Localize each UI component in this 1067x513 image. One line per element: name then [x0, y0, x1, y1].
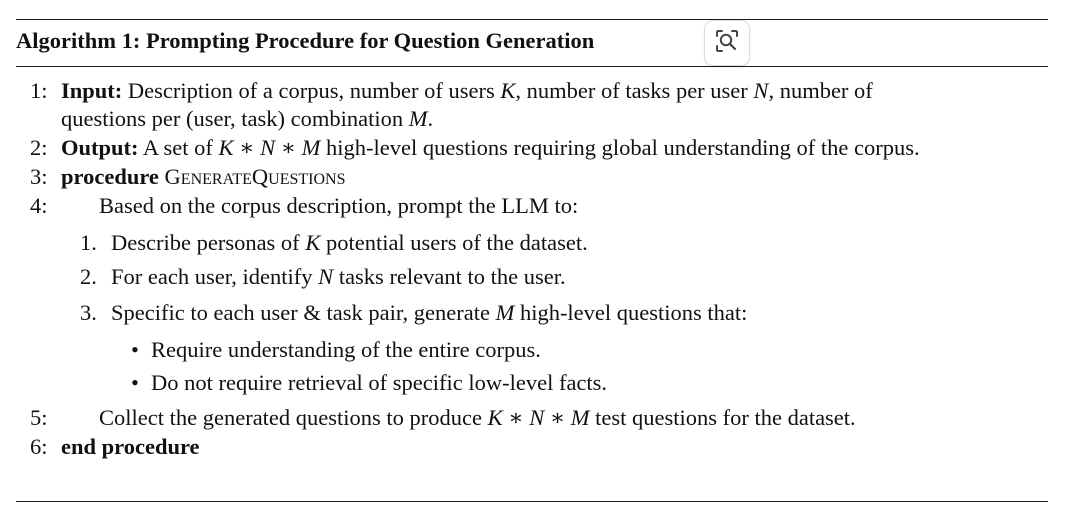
math-variable: K	[305, 230, 321, 255]
text-segment: tasks relevant to the user.	[333, 264, 566, 289]
math-expression: K ∗ N ∗ M	[218, 135, 321, 160]
text-segment: Description of a corpus, number of users	[122, 78, 501, 103]
text-segment: questions per (user, task) combination	[61, 106, 409, 131]
step-text	[111, 230, 588, 256]
bullet-icon: •	[131, 337, 139, 362]
step-text	[111, 264, 566, 290]
step-number: 3.	[80, 300, 97, 325]
line-number: 3:	[30, 164, 48, 189]
procedure-name: GenerateQuestions	[164, 164, 346, 189]
output-keyword: Output:	[61, 135, 139, 160]
math-expression: K ∗ N ∗ M	[487, 405, 590, 430]
line-text	[61, 164, 345, 190]
visual-search-icon	[713, 27, 741, 60]
line-number: 2:	[30, 135, 48, 160]
text-segment: test questions for the dataset.	[589, 405, 856, 430]
math-variable: K	[500, 78, 516, 103]
line-number: 6:	[30, 434, 48, 459]
line-number: 4:	[30, 193, 48, 218]
bullet-text: Do not require retrieval of specific low-level facts.	[151, 370, 608, 395]
visual-search-button[interactable]	[704, 20, 750, 66]
text-segment: , number of tasks per user	[515, 78, 754, 103]
line-text: Based on the corpus description, prompt the LLM to:	[99, 193, 579, 218]
text-segment: high-level questions requiring global understanding of the corpus.	[320, 135, 920, 160]
procedure-keyword: procedure	[61, 164, 159, 189]
math-variable: N	[753, 78, 769, 103]
line-text	[61, 135, 920, 161]
step-number: 2.	[80, 264, 97, 289]
text-segment: For each user, identify	[111, 264, 319, 289]
text-segment: Specific to each user & task pair, generate	[111, 300, 496, 325]
math-variable: N	[318, 264, 334, 289]
text-segment: high-level questions that:	[514, 300, 748, 325]
text-segment: .	[427, 106, 434, 131]
text-segment: potential users of the dataset.	[320, 230, 588, 255]
step-number: 1.	[80, 230, 97, 255]
algorithm-title: Algorithm 1: Prompting Procedure for Question Generation	[16, 28, 595, 53]
text-segment: A set of	[138, 135, 219, 160]
header-rule	[16, 66, 1048, 67]
text-segment: Collect the generated questions to produce	[99, 405, 488, 430]
text-segment: Describe personas of	[111, 230, 306, 255]
line-text	[61, 78, 873, 104]
line-number: 5:	[30, 405, 48, 430]
line-number: 1:	[30, 78, 48, 103]
math-variable: M	[495, 300, 515, 325]
bullet-icon: •	[131, 370, 139, 395]
step-text	[111, 300, 747, 326]
end-procedure-keyword: end procedure	[61, 434, 200, 459]
text-segment: , number of	[768, 78, 873, 103]
input-keyword: Input:	[61, 78, 123, 103]
bullet-text: Require understanding of the entire corpus.	[151, 337, 541, 362]
line-text	[99, 405, 856, 431]
bottom-rule	[16, 501, 1048, 502]
math-variable: M	[408, 106, 428, 131]
top-rule	[16, 19, 1048, 20]
line-text	[61, 106, 433, 132]
